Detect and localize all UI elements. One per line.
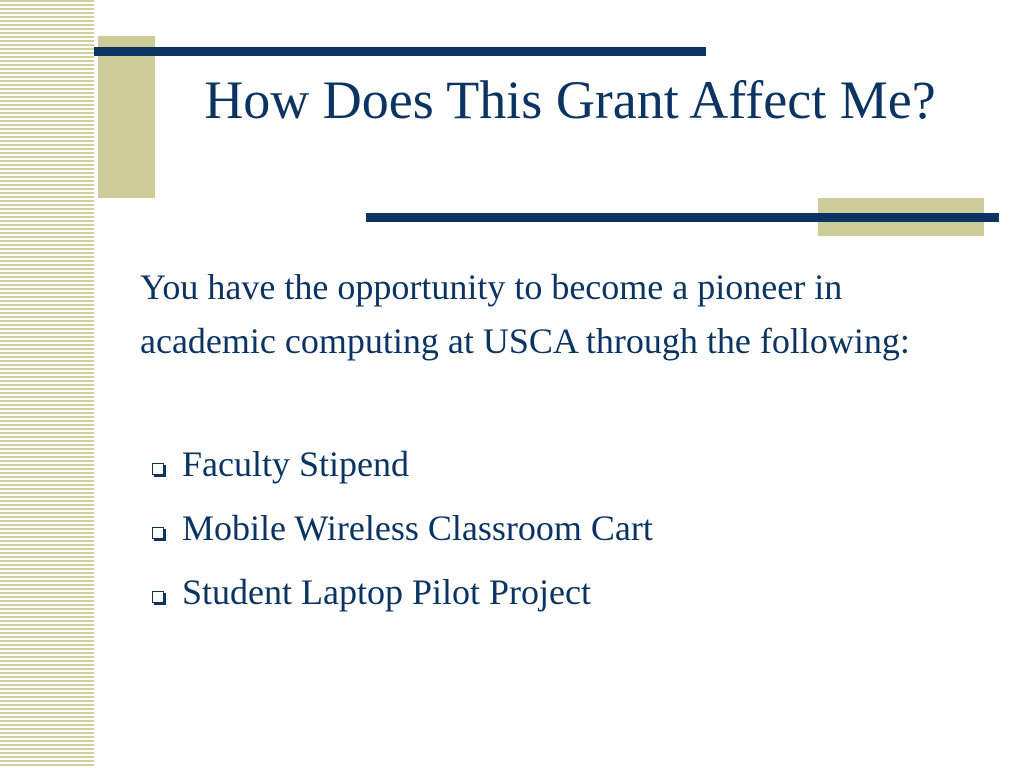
title-rule-top [94,47,706,56]
bullet-label: Mobile Wireless Classroom Cart [182,508,653,548]
body-paragraph: You have the opportunity to become a pioneer in academic computing at USCA through the following: [140,267,910,361]
square-bullet-icon [152,591,164,603]
title-rule-bottom [366,213,999,222]
slide-title: How Does This Grant Affect Me? [204,70,936,130]
bullet-item [152,432,653,496]
decorative-stripe-band [0,0,94,768]
square-bullet-icon [152,527,164,539]
bullet-item [152,560,653,624]
bullet-label: Student Laptop Pilot Project [182,572,591,612]
bullet-label: Faculty Stipend [182,444,409,484]
bullet-item [152,496,653,560]
bullet-list [152,432,653,624]
decorative-accent-block-left [98,36,155,198]
square-bullet-icon [152,463,164,475]
